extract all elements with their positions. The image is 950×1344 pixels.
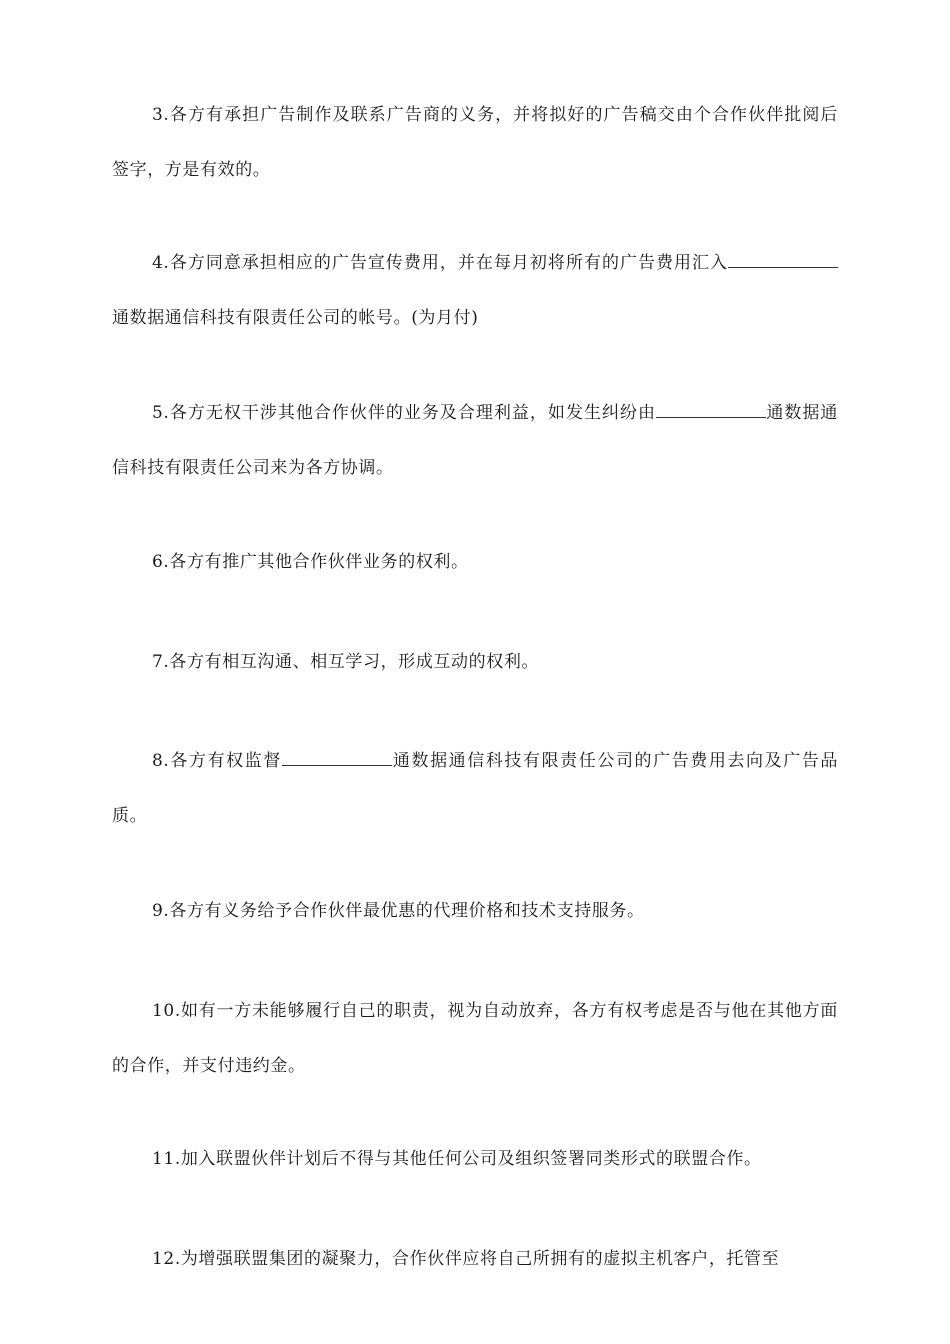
clause-12-text: 12.为增强联盟集团的凝聚力，合作伙伴应将自己所拥有的虚拟主机客户，托管至 xyxy=(152,1249,780,1269)
clause-6 xyxy=(112,535,838,590)
clause-6-text: 6.各方有推广其他合作伙伴业务的权利。 xyxy=(152,552,469,572)
clause-4-text-before: 4.各方同意承担相应的广告宣传费用，并在每月初将所有的广告费用汇入 xyxy=(152,253,728,273)
clause-9-text: 9.各方有义务给予合作伙伴最优惠的代理价格和技术支持服务。 xyxy=(152,901,645,921)
clause-11-text: 11.加入联盟伙伴计划后不得与其他任何公司及组织签署同类形式的联盟合作。 xyxy=(152,1149,762,1169)
clause-8 xyxy=(112,734,838,844)
clause-4 xyxy=(112,236,838,346)
clause-8-text-after: 通数据通信科技有限责任公司的广告费用去向及广告品质。 xyxy=(112,751,838,826)
clause-7-text: 7.各方有相互沟通、相互学习，形成互动的权利。 xyxy=(152,652,540,672)
clause-9 xyxy=(112,884,838,939)
clause-10 xyxy=(112,984,838,1094)
fill-in-blank xyxy=(282,747,392,766)
clause-11 xyxy=(112,1132,838,1187)
clause-8-text-before: 8.各方有权监督 xyxy=(152,751,282,771)
clause-3-text: 3.各方有承担广告制作及联系广告商的义务，并将拟好的广告稿交由个合作伙伴批阅后签字，方是有效的。 xyxy=(112,105,838,180)
clause-10-text: 10.如有一方未能够履行自己的职责，视为自动放弃，各方有权考虑是否与他在其他方面的合作，并支付违约金。 xyxy=(112,1001,838,1076)
clause-12 xyxy=(112,1232,838,1287)
clause-5-text-after: 通数据通信科技有限责任公司来为各方协调。 xyxy=(112,403,838,478)
clause-5-text-before: 5.各方无权干涉其他合作伙伴的业务及合理利益，如发生纠纷由 xyxy=(152,403,656,423)
clause-5 xyxy=(112,386,838,496)
clause-3 xyxy=(112,88,838,198)
fill-in-blank xyxy=(656,399,766,418)
fill-in-blank xyxy=(728,249,838,268)
clause-7 xyxy=(112,635,838,690)
clause-4-text-after: 通数据通信科技有限责任公司的帐号。(为月付) xyxy=(112,308,479,328)
